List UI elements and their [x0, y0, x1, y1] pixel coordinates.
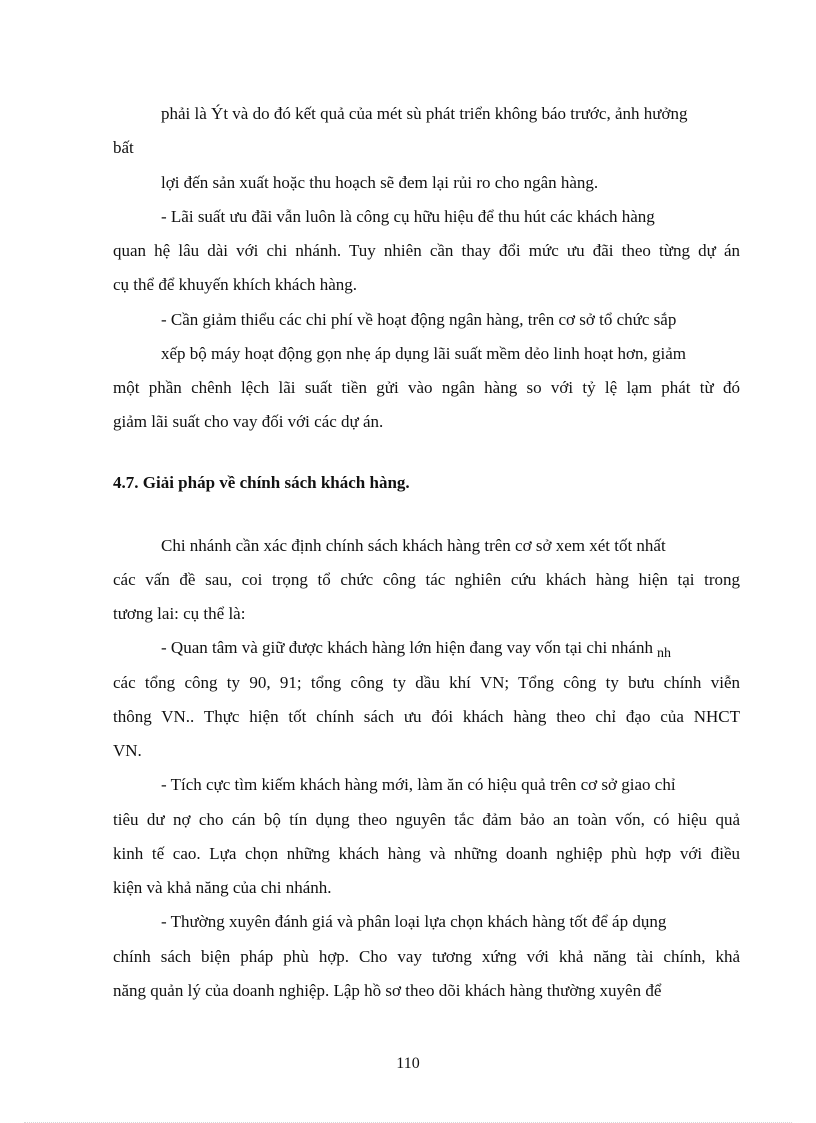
text-line: kiện và khả năng của chi nhánh.	[113, 878, 332, 897]
text-line: kinh tế cao. Lựa chọn những khách hàng và những doanh nghiệp phù hợp với điều	[113, 844, 740, 863]
text-line: các tổng công ty 90, 91; tổng công ty dầu khí VN; Tổng công ty bưu chính viễn	[113, 673, 740, 692]
text-line: một phần chênh lệch lãi suất tiền gửi vào ngân hàng so với tỷ lệ lạm phát từ đó	[113, 378, 740, 397]
text-line: giảm lãi suất cho vay đối với các dự án.	[113, 412, 384, 431]
page-number: 110	[396, 1055, 420, 1072]
stray-subscript: nh	[656, 646, 671, 661]
text-line: các vấn đề sau, coi trọng tổ chức công tác nghiên cứu khách hàng hiện tại trong	[113, 570, 740, 589]
text-line: năng quản lý của doanh nghiệp. Lập hồ sơ theo dõi khách hàng thường xuyên để	[113, 981, 662, 1000]
text-line: - Tích cực tìm kiếm khách hàng mới, làm ăn có hiệu quả trên cơ sở giao chỉ	[161, 775, 676, 794]
text-line: chính sách biện pháp phù hợp. Cho vay tương xứng với khả năng tài chính, khả	[113, 947, 740, 966]
text-line: cụ thể để khuyến khích khách hàng.	[113, 275, 358, 294]
text-line: Chi nhánh cần xác định chính sách khách hàng trên cơ sở xem xét tốt nhất	[161, 536, 666, 555]
text-line: lợi đến sản xuất hoặc thu hoạch sẽ đem lại rủi ro cho ngân hàng.	[161, 173, 599, 192]
text-line: bất	[113, 138, 134, 157]
text-line: - Lãi suất ưu đãi vẫn luôn là công cụ hữu hiệu để thu hút các khách hàng	[161, 207, 655, 226]
section-heading: 4.7. Giải pháp về chính sách khách hàng.	[113, 473, 410, 492]
text-line: phải là Ýt và do đó kết quả của mét sù phát triển không báo trước, ảnh hưởng	[161, 104, 688, 123]
text-line: tiêu dư nợ cho cán bộ tín dụng theo nguyên tắc đảm bảo an toàn vốn, có hiệu quả	[113, 810, 740, 829]
text-line: quan hệ lâu dài với chi nhánh. Tuy nhiên cần thay đổi mức ưu đãi theo từng dự án	[113, 241, 740, 260]
text-line: tương lai: cụ thể là:	[113, 604, 246, 623]
text-line: - Cần giảm thiểu các chi phí về hoạt động ngân hàng, trên cơ sở tổ chức sắp	[161, 310, 677, 329]
text-line: VN.	[113, 741, 142, 760]
text-line: xếp bộ máy hoạt động gọn nhẹ áp dụng lãi suất mềm dẻo linh hoạt hơn, giảm	[161, 344, 687, 363]
text-line: - Thường xuyên đánh giá và phân loại lựa chọn khách hàng tốt để áp dụng	[161, 912, 667, 931]
text-line-main: - Quan tâm và giữ được khách hàng lớn hiện đang vay vốn tại chi nhánh	[161, 638, 653, 657]
text-line: thông VN.. Thực hiện tốt chính sách ưu đói khách hàng theo chỉ đạo của NHCT	[113, 707, 740, 726]
text-line	[161, 637, 671, 665]
